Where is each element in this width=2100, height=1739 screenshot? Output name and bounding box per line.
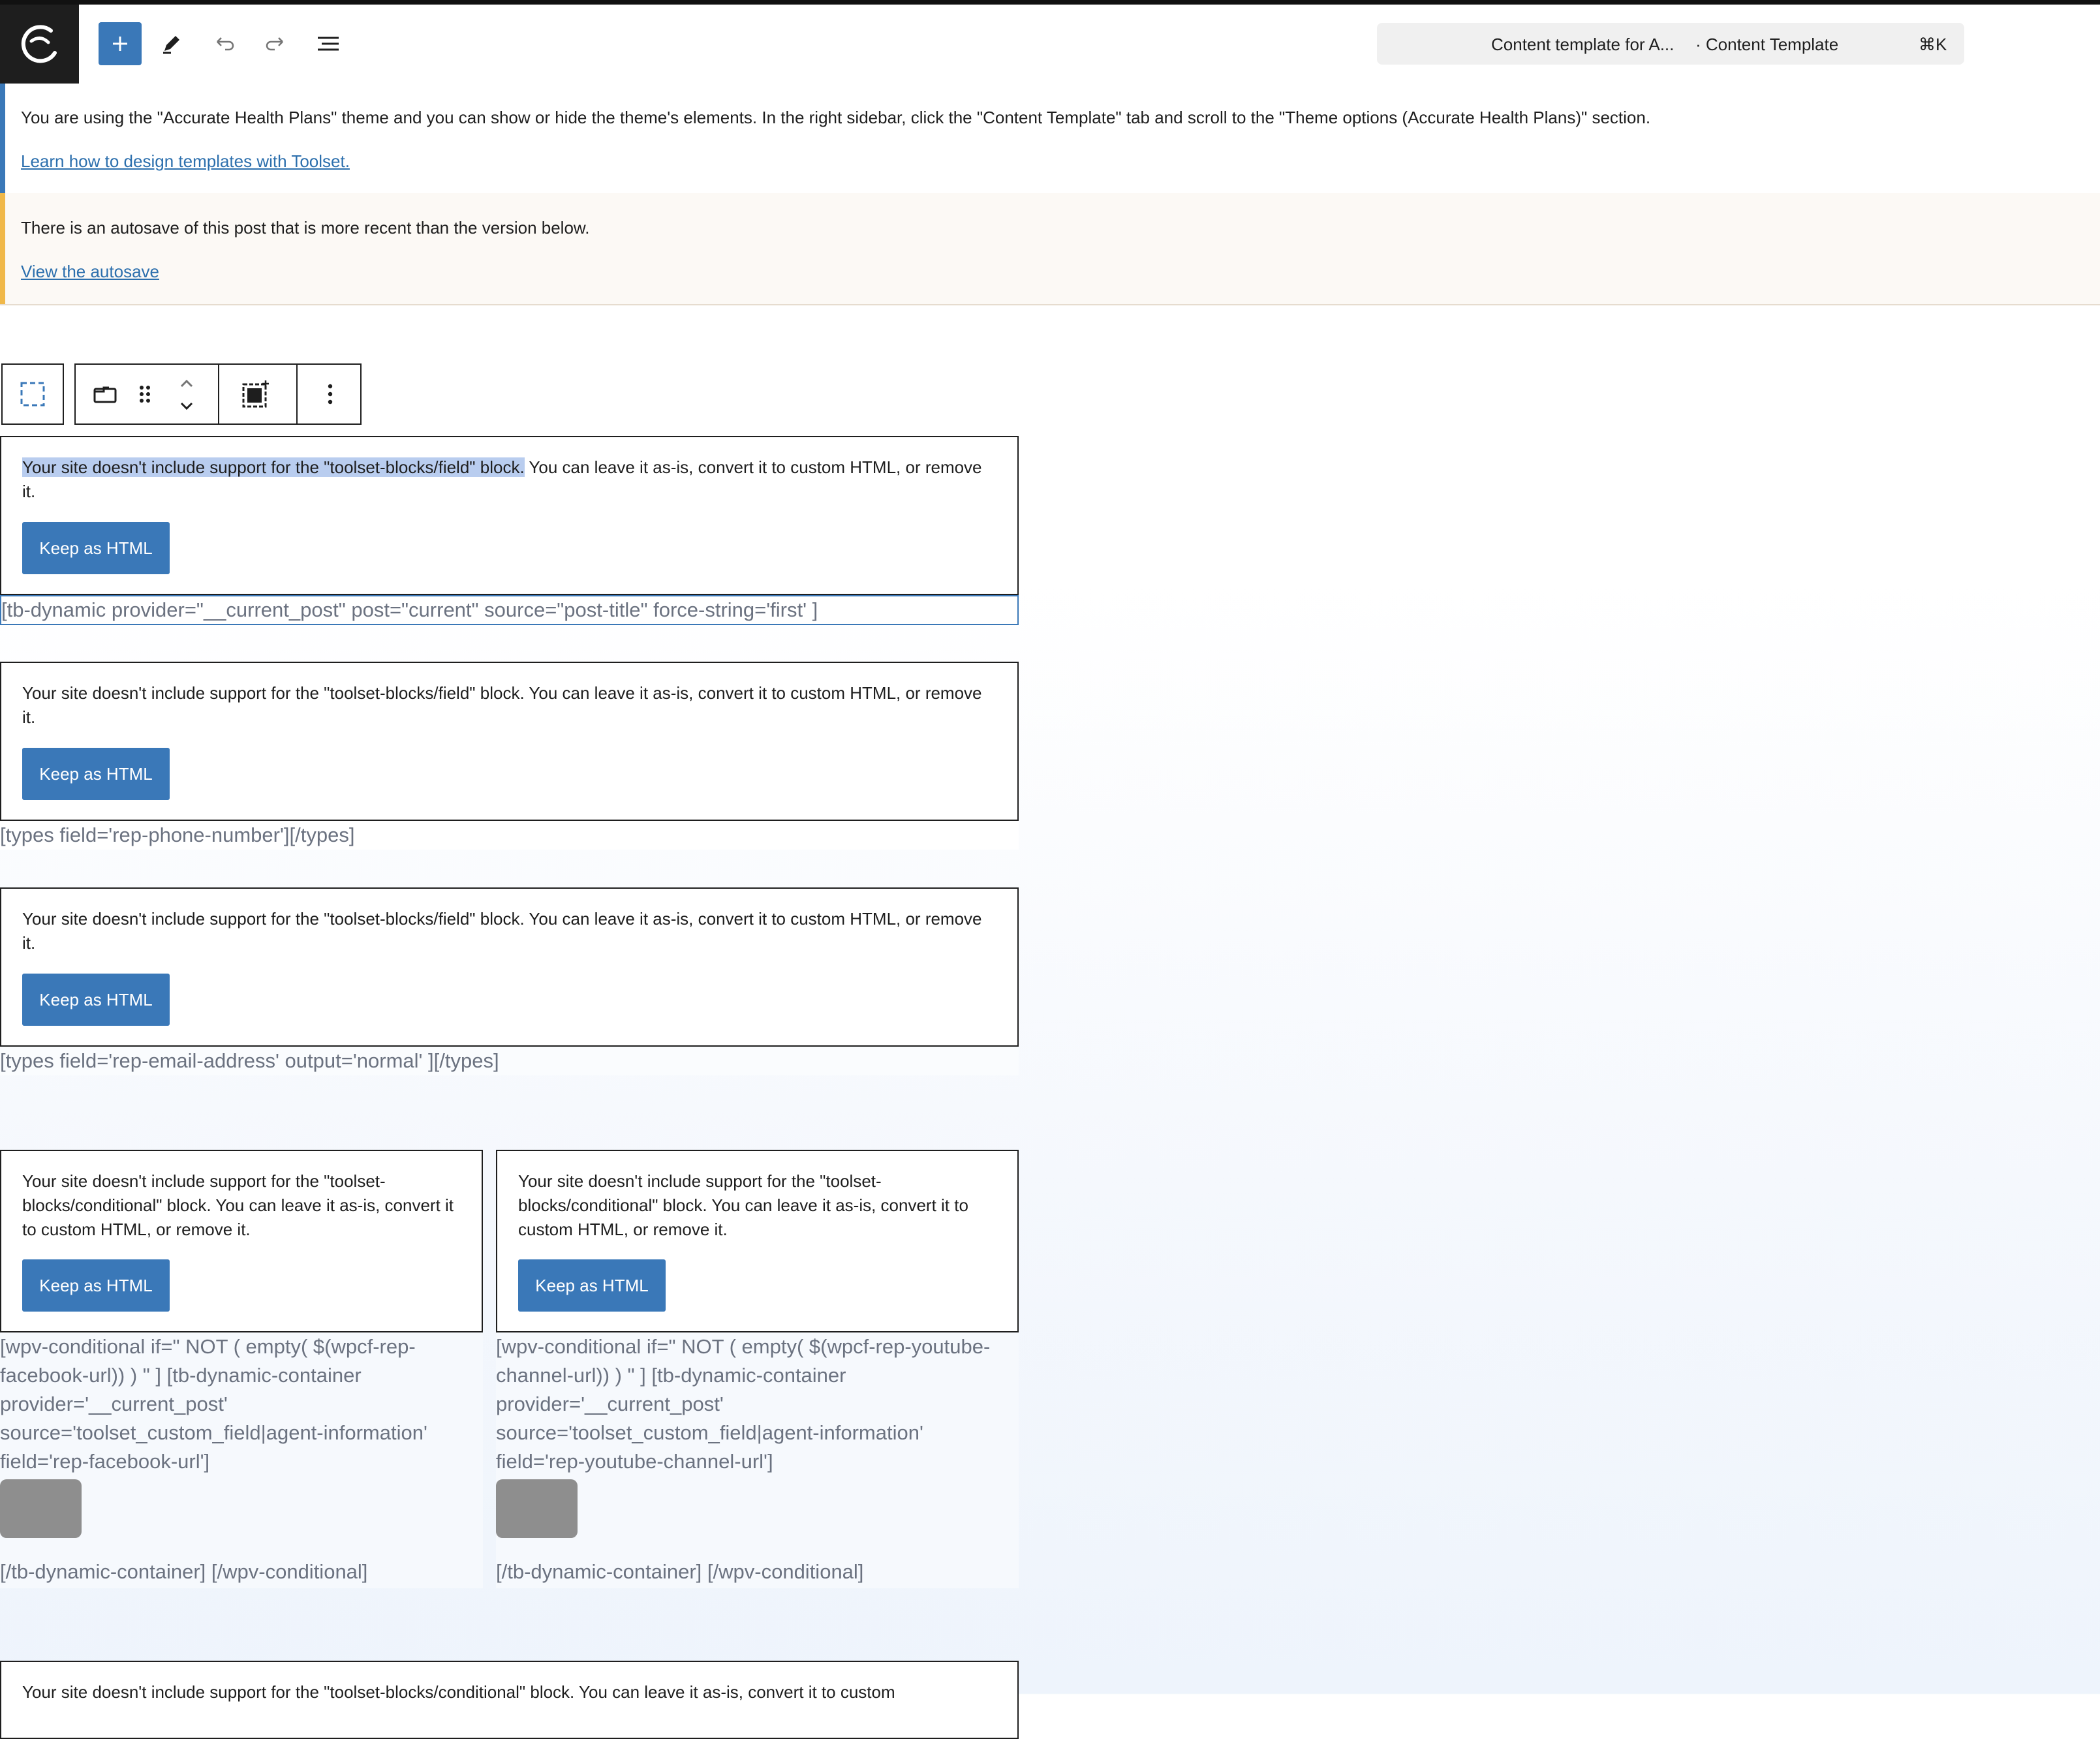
- block-select-toolbar[interactable]: [1, 363, 64, 425]
- shortcode-post-title[interactable]: [tb-dynamic provider="__current_post" post="current" source="post-title" force-string='first' ]: [0, 595, 1019, 625]
- keep-as-html-button[interactable]: Keep as HTML: [518, 1259, 666, 1312]
- notice-accent-bar: [0, 84, 5, 193]
- add-block-button[interactable]: [99, 22, 142, 65]
- notice-accent-bar: [0, 193, 5, 304]
- move-up-icon[interactable]: [174, 374, 200, 393]
- shortcode-email[interactable]: [types field='rep-email-address' output='normal' ][/types]: [0, 1047, 1019, 1075]
- warning-message: Your site doesn't include support for the "toolset-blocks/conditional" block. You can leave it as-is, convert it to custom HTML, or remove it.: [518, 1171, 968, 1239]
- shortcode-closing[interactable]: [/tb-dynamic-container] [/wpv-conditional]: [0, 1560, 368, 1583]
- toolset-logo-icon[interactable]: [0, 5, 79, 84]
- editor-header: [0, 5, 2100, 85]
- autosave-text: There is an autosave of this post that is more recent than the version below.: [21, 218, 590, 238]
- shortcode-closing[interactable]: [/tb-dynamic-container] [/wpv-conditional]: [496, 1560, 864, 1583]
- list-view-icon: [315, 34, 341, 54]
- shortcode-conditional-youtube[interactable]: [wpv-conditional if=" NOT ( empty( $(wpcf-rep-youtube-channel-url)) ) " ] [tb-dynamic-container provider='__current_post' source='toolset_custom_field|agent-information' field='rep-youtube-channel-url']: [496, 1335, 991, 1473]
- selected-text: Your site doesn't include support for the "toolset-blocks/field" block.: [22, 457, 525, 477]
- undo-button[interactable]: [202, 22, 245, 65]
- undo-icon: [212, 34, 236, 54]
- toolbar-separator: [296, 365, 298, 423]
- move-down-icon[interactable]: [174, 396, 200, 416]
- autosave-notice: [0, 193, 2100, 305]
- learn-templates-link[interactable]: Learn how to design templates with Toolset.: [21, 151, 350, 171]
- keep-as-html-button[interactable]: Keep as HTML: [22, 748, 170, 800]
- warning-message: [22, 455, 998, 504]
- shortcode-phone[interactable]: [types field='rep-phone-number'][/types]: [0, 821, 1019, 850]
- toolbar-separator: [218, 365, 219, 423]
- missing-block-warning[interactable]: [0, 436, 1019, 595]
- keep-as-html-button[interactable]: Keep as HTML: [22, 974, 170, 1026]
- missing-block-warning[interactable]: [0, 887, 1019, 1047]
- document-title: Content template for A...: [1491, 35, 1675, 54]
- keep-as-html-button[interactable]: Keep as HTML: [22, 1259, 170, 1312]
- block-select-icon[interactable]: [3, 365, 63, 423]
- warning-message-rest: You can leave it as-is, convert it to custom HTML, or remove it.: [22, 457, 982, 501]
- document-type: · Content Template: [1695, 35, 1839, 54]
- redo-button[interactable]: [255, 22, 298, 65]
- redo-icon: [264, 34, 288, 54]
- image-placeholder: [0, 1479, 82, 1538]
- drag-handle-icon[interactable]: [132, 379, 158, 409]
- document-bar[interactable]: [1377, 23, 1964, 65]
- list-view-button[interactable]: [307, 22, 350, 65]
- warning-message: Your site doesn't include support for the "toolset-blocks/conditional" block. You can leave it as-is, convert it to custom: [22, 1682, 895, 1702]
- missing-block-warning[interactable]: [0, 662, 1019, 821]
- command-shortcut: ⌘K: [1919, 35, 1947, 54]
- shortcode-conditional-facebook[interactable]: [wpv-conditional if=" NOT ( empty( $(wpcf-rep-facebook-url)) ) " ] [tb-dynamic-container provider='__current_post' source='toolset_custom_field|agent-information' field='rep-facebook-url']: [0, 1335, 427, 1473]
- warning-message: Your site doesn't include support for the "toolset-blocks/conditional" block. You can leave it as-is, convert it to custom HTML, or remove it.: [22, 1171, 454, 1239]
- missing-block-warning[interactable]: [0, 1661, 1019, 1739]
- plus-icon: [110, 34, 130, 54]
- missing-block-warning[interactable]: [0, 1150, 483, 1332]
- tools-button[interactable]: [150, 22, 193, 65]
- warning-message: Your site doesn't include support for the "toolset-blocks/field" block. You can leave it as-is, convert it to custom HTML, or remove it.: [22, 909, 982, 953]
- block-toolbar: [74, 363, 362, 425]
- group-block-icon[interactable]: [90, 379, 120, 409]
- warning-message: Your site doesn't include support for the "toolset-blocks/field" block. You can leave it as-is, convert it to custom HTML, or remove it.: [22, 683, 982, 727]
- select-parent-icon[interactable]: [238, 378, 274, 410]
- more-options-icon[interactable]: [311, 379, 350, 409]
- missing-block-warning[interactable]: [496, 1150, 1019, 1332]
- window-top-border: [0, 0, 2100, 5]
- theme-info-notice: [0, 84, 2100, 194]
- image-placeholder: [496, 1479, 578, 1538]
- keep-as-html-button[interactable]: Keep as HTML: [22, 522, 170, 574]
- pencil-icon: [161, 33, 183, 55]
- view-autosave-link[interactable]: View the autosave: [21, 262, 159, 281]
- theme-info-text: You are using the "Accurate Health Plans" theme and you can show or hide the theme's elements. In the right sidebar, click the "Content Template" tab and scroll to the "Theme options (Accurate Health Plans)" section.: [21, 108, 1651, 127]
